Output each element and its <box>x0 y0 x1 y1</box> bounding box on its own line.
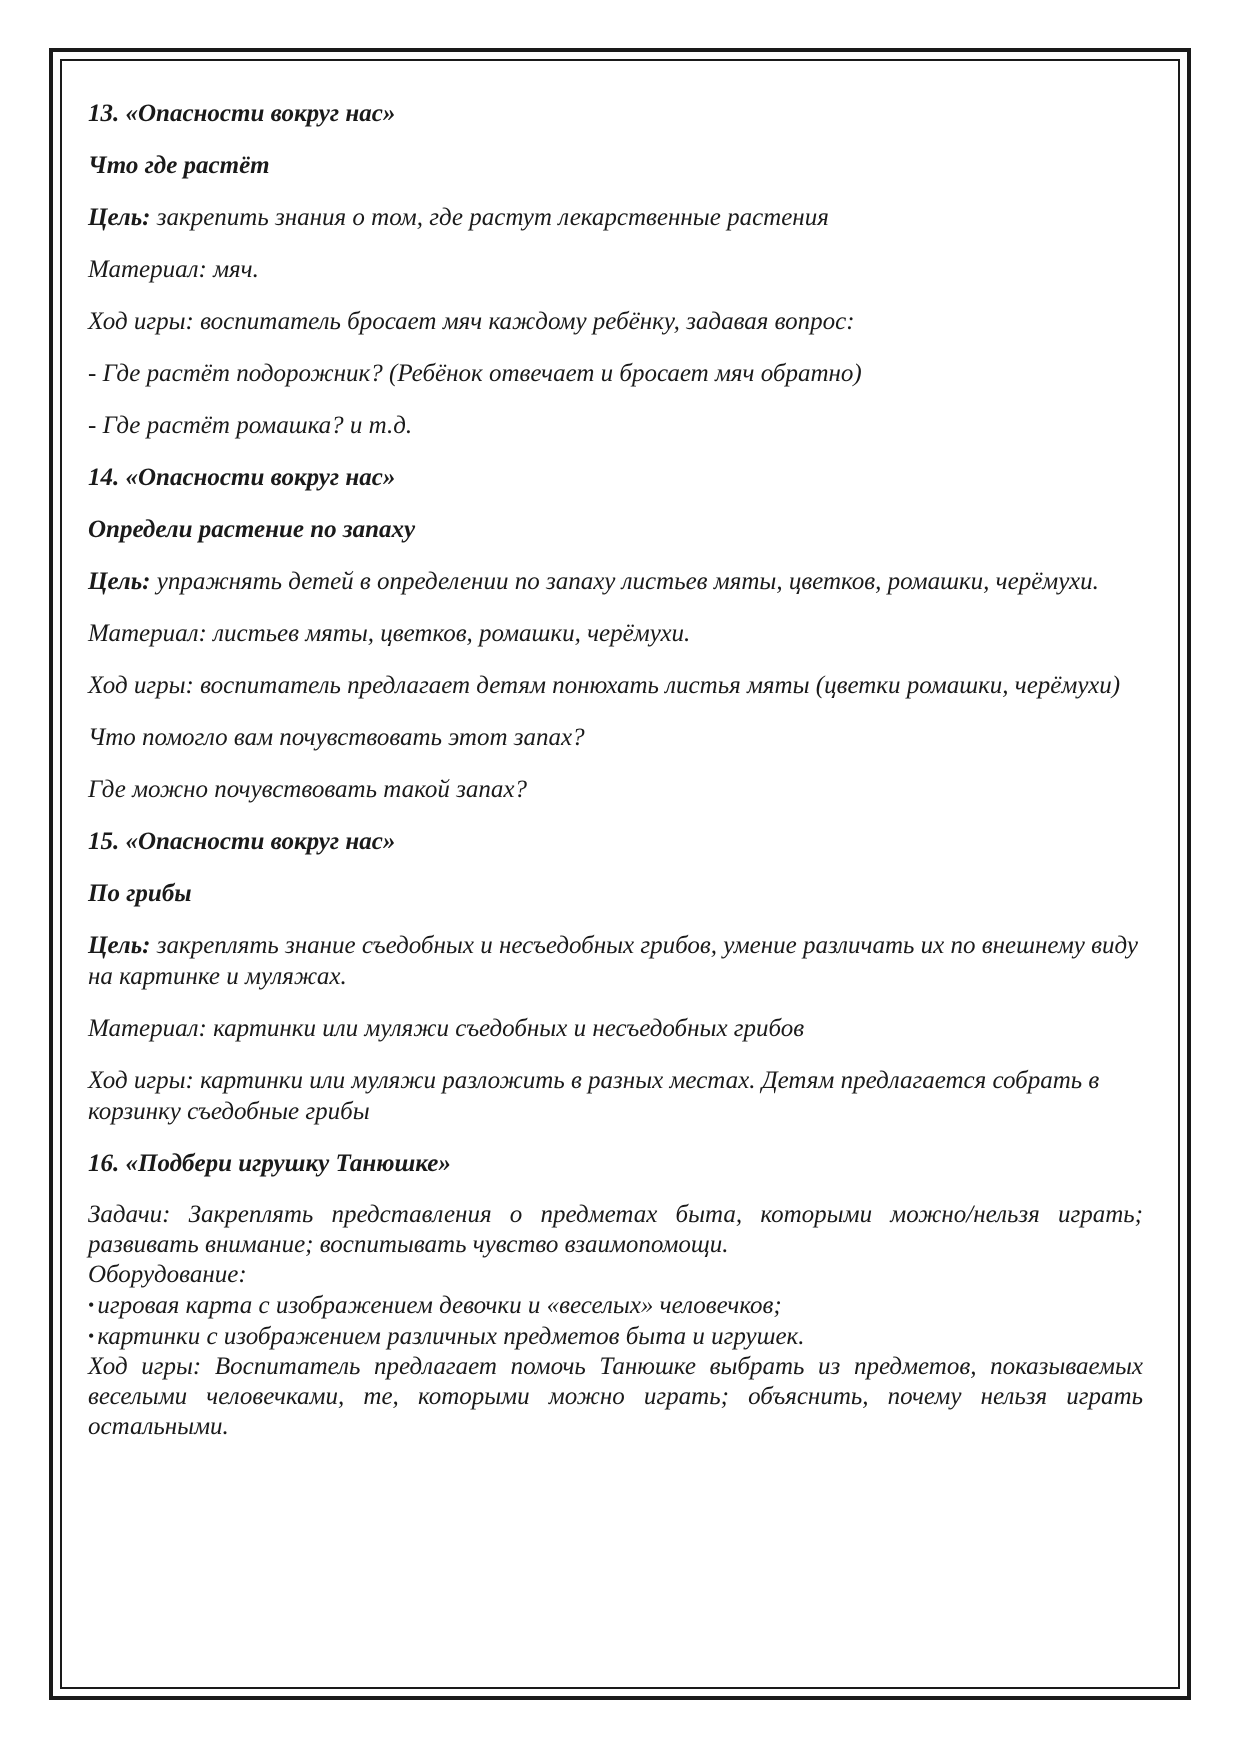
bullet-item: • картинки с изображением различных предметов быта и игрушек. <box>88 1323 805 1350</box>
section-16-tasks: Задачи: Закреплять представления о предметах быта, которыми можно/нельзя играть; развивать внимание; воспитывать чувство взаимопомощи. <box>88 1201 1143 1258</box>
section-14-material: Материал: листьев мяты, цветков, ромашки, черёмухи. <box>88 620 691 647</box>
section-15-material: Материал: картинки или муляжи съедобных и несъедобных грибов <box>88 1015 805 1042</box>
section-13-line: - Где растёт подорожник? (Ребёнок отвечает и бросает мяч обратно) <box>88 360 862 387</box>
section-15-title: 15. «Опасности вокруг нас» <box>88 828 396 855</box>
section-13-line: - Где растёт ромашка? и т.д. <box>88 412 413 439</box>
section-13-title: 13. «Опасности вокруг нас» <box>88 100 396 127</box>
section-13-game-course: Ход игры: воспитатель бросает мяч каждому ребёнку, задавая вопрос: <box>88 308 855 335</box>
section-14-title: 14. «Опасности вокруг нас» <box>88 464 396 491</box>
section-13-material: Материал: мяч. <box>88 256 259 283</box>
bullet-icon: • <box>88 1295 95 1315</box>
section-16-game-course: Ход игры: Воспитатель предлагает помочь Танюшке выбрать из предметов, показываемых веселыми человечками, те, которыми можно играть; объяснить, почему нельзя играть остальными. <box>88 1353 1143 1440</box>
goal-label: Цель: <box>88 568 151 595</box>
section-14-subtitle: Определи растение по запаху <box>88 516 416 543</box>
bullet-item: • игровая карта с изображением девочки и «веселых» человечков; <box>88 1292 782 1319</box>
goal-text: закрепить знания о том, где растут лекарственные растения <box>150 204 829 231</box>
goal-text: упражнять детей в определении по запаху листьев мяты, цветков, ромашки, черёмухи. <box>150 568 1099 595</box>
goal-label: Цель: <box>88 204 151 231</box>
goal-text: закреплять знание съедобных и несъедобных грибов, умение различать их по внешнему виду на картинке и муляжах. <box>88 932 1138 990</box>
section-14-line: Что помогло вам почувствовать этот запах? <box>88 724 585 751</box>
section-15-game-course: Ход игры: картинки или муляжи разложить в разных местах. Детям предлагается собрать в корзинку съедобные грибы <box>88 1067 1100 1125</box>
bullet-icon: • <box>88 1326 95 1346</box>
section-14-game-course: Ход игры: воспитатель предлагает детям понюхать листья мяты (цветки ромашки, черёмухи) <box>88 672 1121 699</box>
section-14-goal <box>88 566 1143 597</box>
goal-label: Цель: <box>88 932 151 959</box>
section-14-line: Где можно почувствовать такой запах? <box>88 776 527 803</box>
section-15-goal <box>88 930 1143 992</box>
section-16-title: 16. «Подбери игрушку Танюшке» <box>88 1150 451 1177</box>
section-13-goal <box>88 202 1143 233</box>
section-16-equipment-label: Оборудование: <box>88 1261 247 1288</box>
section-13-subtitle: Что где растёт <box>88 152 270 179</box>
section-15-subtitle: По грибы <box>88 880 192 907</box>
document-body <box>88 98 1143 1442</box>
